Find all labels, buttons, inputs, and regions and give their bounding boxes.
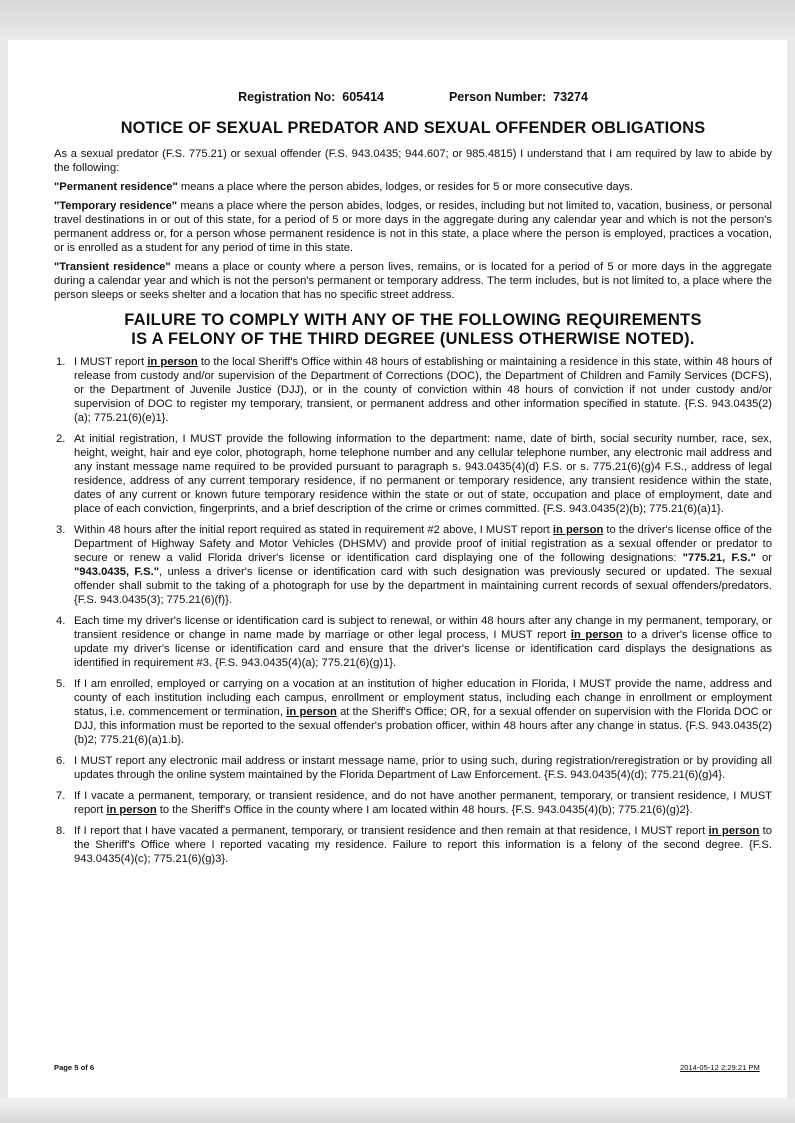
requirement-text: Within 48 hours after the initial report required as stated in requirement #2 above, I MUST report (74, 524, 553, 536)
definition-term: "Permanent residence" (54, 181, 178, 193)
page-content (54, 90, 772, 873)
requirements-list (54, 355, 772, 866)
definition-term: "Transient residence" (54, 261, 171, 273)
requirement-item (54, 824, 772, 866)
requirement-text: to the local Sheriff's Office within 48 hours of establishing or maintaining a residence in this state, within 48 hours of release from custody and/or supervision of the Department of Corrections (DOC), the Department of Children and Family Services (DCFS), or the Department of Juvenile Justice (DJJ), or in the county of conviction within 48 hours of conviction if not under custody and/or supervision of DOC to register my temporary, transient, or permanent address and other information specified in statute. {F.S. 943.0435(2)(a); 775.21(6)(e)1}. (74, 356, 772, 424)
requirement-text: to a driver's license office to update my driver's license or identification card and ensure that the driver's license or identification card displays the designations as identified in requirement #3. {F.S. 943.0435(4)(a); 775.21(6)(g)1}. (74, 629, 772, 669)
intro-paragraph: As a sexual predator (F.S. 775.21) or sexual offender (F.S. 943.0435; 944.607; or 985.4815) I understand that I am required by law to abide by the following: (54, 148, 772, 174)
requirement-text: If I vacate a permanent, temporary, or transient residence, and do not have another permanent, temporary, or transient residence, I MUST report (74, 790, 772, 816)
requirement-text: to the driver's license office of the Department of Highway Safety and Motor Vehicles (DHSMV) and provide proof of initial registration as a sexual offender or predator to secure or renew a valid Florida driver's license or identification card displaying one of the following designations: (74, 524, 772, 564)
designation-943: "943.0435, F.S." (74, 566, 160, 578)
requirement-item (54, 614, 772, 670)
definition-text: means a place where the person abides, lodges, or resides, including but not limited to, vacation, business, or personal travel destinations in or out of this state, for a period of 5 or more days in the aggregate during any calendar year and which is not the person's permanent address or, for a person whose permanent residence is not in this state, a place where the person is employed, practices a vocation, or is enrolled as a student for any period of time in this state. (54, 200, 772, 254)
requirement-number: 4. (56, 615, 66, 627)
requirement-text: I MUST report (74, 356, 148, 368)
definition-term: "Temporary residence" (54, 200, 178, 212)
scan-top-band (0, 0, 795, 40)
requirement-item (54, 789, 772, 817)
definition-text: means a place where the person abides, lodges, or resides for 5 or more consecutive days. (177, 181, 633, 193)
registration-label: Registration No: (238, 90, 336, 104)
person-number-label: Person Number: (448, 90, 547, 104)
print-timestamp: 2014-05-12 2:29:21 PM (680, 1063, 760, 1072)
definition-temporary (54, 199, 772, 255)
registration-header (54, 90, 772, 104)
in-person-emphasis: in person (106, 804, 157, 816)
requirement-text: Each time my driver's license or identification card is subject to renewal, or within 48 hours after any change in my permanent, temporary, or transient residence or change in name made by marriage or other legal process, I MUST report (74, 615, 772, 641)
requirement-text: , unless a driver's license or identification card with such designation was previously secured or updated. The sexual offender shall submit to the taking of a photograph for use by the department in maintaining current records of sexual offenders/predators. {F.S. 943.0435(3); 775.21(6)(f)}. (74, 566, 772, 606)
in-person-emphasis: in person (708, 825, 760, 837)
requirement-text: to the Sheriff's Office where I reported vacating my residence. Failure to report this information is a felony of the second degree. {F.S. 943.0435(4)(c); 775.21(6)(g)3}. (74, 825, 772, 865)
requirement-number: 7. (56, 790, 66, 802)
definition-transient (54, 260, 772, 302)
in-person-emphasis: in person (147, 356, 198, 368)
requirement-item (54, 355, 772, 425)
definition-permanent (54, 180, 772, 194)
requirement-text: to the Sheriff's Office in the county where I am located within 48 hours. {F.S. 943.0435(4)(b); 775.21(6)(g)2}. (156, 804, 693, 816)
requirement-item (54, 754, 772, 782)
requirement-text: At initial registration, I MUST provide the following information to the department: name, date of birth, social security number, race, sex, height, weight, hair and eye color, photograph, home telephone number and any cellular telephone number, any electronic mail address and any instant message name required to be provided pursuant to paragraph s. 943.0435(4)(d) F.S. or s. 775.21(6)(g)4 F.S., address of legal residence, address of any current temporary residence, if no permanent or temporary residence, any transient residence within the state, dates of any current or known future temporary residence within the state or out of state, occupation and place of employment, date and place of each conviction, fingerprints, and a brief description of the crime or crimes committed. {F.S. 943.0435(2)(b); 775.21(6)(a)1}. (74, 433, 772, 515)
in-person-emphasis: in person (570, 629, 623, 641)
requirement-item (54, 677, 772, 747)
requirement-text: I MUST report any electronic mail address or instant message name, prior to using such, during registration/reregistration or by providing all updates through the online system maintained by the Florida Department of Law Enforcement. {F.S. 943.0435(4)(d); 775.21(6)(g)4}. (74, 755, 772, 781)
requirement-text: at the Sheriff's Office; OR, for a sexual offender on supervision with the Florida DOC or DJJ, this information must be reported to the sexual offender's probation officer, within 48 hours after any change in status. {F.S. 943.0435(2)(b)2; 775.21(6)(a)1.b}. (74, 706, 772, 746)
designation-775: "775.21, F.S." (682, 552, 756, 564)
definition-text: means a place or county where a person lives, remains, or is located for a period of 5 or more days in the aggregate during a calendar year and which is not the person's permanent or temporary address. The term includes, but is not limited to, a place where the person sleeps or seeks shelter and a location that has no specific street address. (54, 261, 772, 301)
requirement-item (54, 523, 772, 607)
felony-warning (54, 311, 772, 349)
felony-warning-line-1: FAILURE TO COMPLY WITH ANY OF THE FOLLOWING REQUIREMENTS (124, 311, 702, 329)
felony-warning-line-2: IS A FELONY OF THE THIRD DEGREE (UNLESS OTHERWISE NOTED). (131, 330, 695, 348)
requirement-text: If I am enrolled, employed or carrying on a vocation at an institution of higher education in Florida, I MUST provide the name, address and county of each institution including each campus, enrollment or employment status, including each change in enrollment or employment status, i.e. commencement or termination, (74, 678, 772, 718)
in-person-emphasis: in person (552, 524, 604, 536)
document-page (8, 40, 787, 1098)
requirement-number: 6. (56, 755, 66, 767)
notice-title: NOTICE OF SEXUAL PREDATOR AND SEXUAL OFFENDER OBLIGATIONS (120, 119, 706, 137)
page-number: Page 5 of 6 (54, 1063, 95, 1072)
requirement-text: or (755, 552, 772, 564)
scan-bottom-band (0, 1098, 795, 1123)
requirement-number: 2. (56, 433, 66, 445)
requirement-text: If I report that I have vacated a permanent, temporary, or transient residence and then remain at that residence, I MUST report (74, 825, 709, 837)
requirement-number: 5. (56, 678, 66, 690)
requirement-number: 1. (56, 356, 66, 368)
in-person-emphasis: in person (286, 706, 337, 718)
registration-number: 605414 (342, 90, 384, 104)
requirement-number: 8. (56, 825, 66, 837)
requirement-number: 3. (56, 524, 66, 536)
requirement-item (54, 432, 772, 516)
person-number: 73274 (553, 90, 588, 104)
